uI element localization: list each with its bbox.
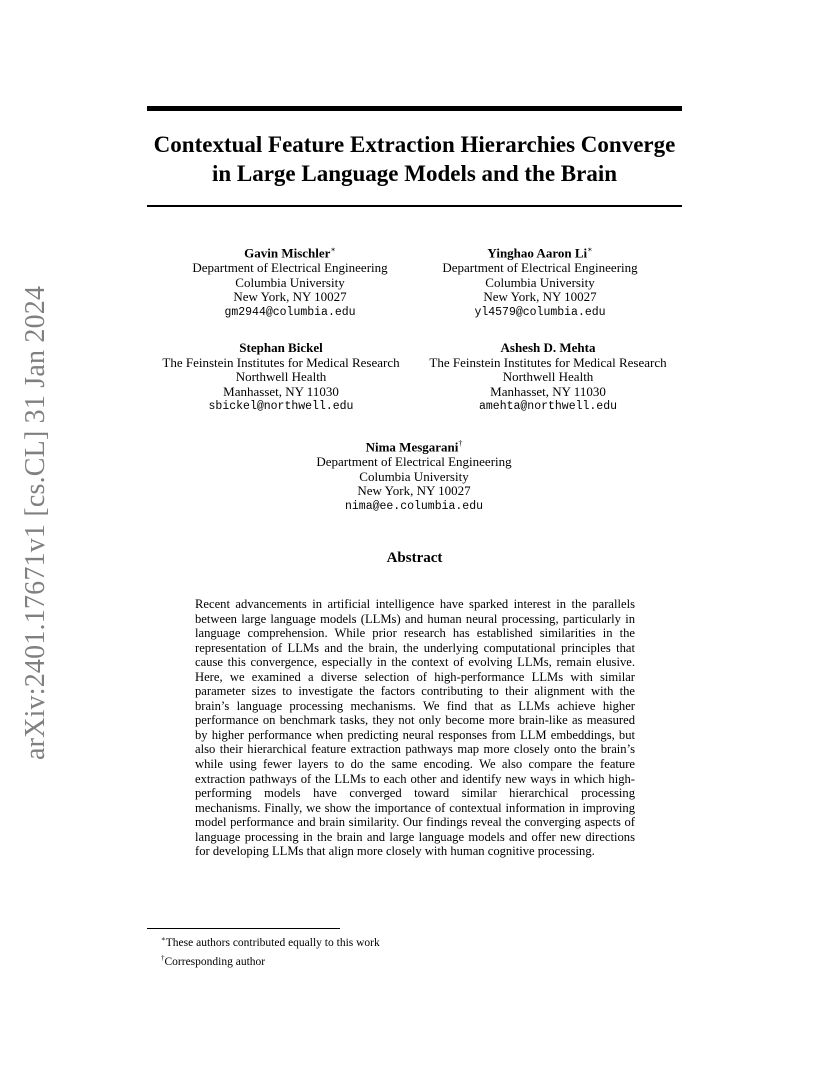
author-institution: Columbia University xyxy=(359,468,469,484)
footnote-item: †Corresponding author xyxy=(161,953,266,968)
author-name: Nima Mesgarani† xyxy=(365,439,463,455)
title-line-2: in Large Language Models and the Brain xyxy=(211,161,618,186)
arxiv-identifier-stamp: arXiv:2401.17671v1 [cs.CL] 31 Jan 2024 xyxy=(20,285,51,760)
author-email: nima@ee.columbia.edu xyxy=(344,499,484,513)
author-location: New York, NY 10027 xyxy=(357,483,471,499)
footnote-item: ∗These authors contributed equally to this work xyxy=(161,935,380,949)
footnote-rule xyxy=(147,928,340,929)
title-bottom-rule xyxy=(147,205,682,207)
author-block xyxy=(160,243,420,320)
author-department: The Feinstein Institutes for Medical Research xyxy=(162,354,400,370)
abstract-text: Recent advancements in artificial intelligence have sparked interest in the parallels between large language models (LLMs) and human neural processing, particularly in language comprehension. While prior research has established similarities in the representation of LLMs and the brain, the underlying computational principles that cause this convergence, especially in the context of evolving LLMs, remain elusive. Here, we examined a diverse selection of high-performance LLMs with similar parameter sizes to investigate the factors contributing to their alignment with the brain’s language processing mechanisms. We find that as LLMs achieve higher performance on benchmark tasks, they not only become more brain-like as measured by higher performance when predicting neural responses from LLM embeddings, but also their hierarchical feature extraction pathways map more closely onto the brain’s while using fewer layers to do the same encoding. We also compare the feature extraction pathways of the LLMs to each other and identify new ways in which high-performing models have converged toward similar hierarchical processing mechanisms. Finally, we show the importance of contextual information in improving model performance and brain similarity. Our findings reveal the converging aspects of language processing in the brain and large language models and offer new directions for developing LLMs that align more closely with human cognitive processing. xyxy=(195,597,635,859)
author-institution: Northwell Health xyxy=(502,369,594,385)
author-location: New York, NY 10027 xyxy=(483,289,597,305)
author-department: Department of Electrical Engineering xyxy=(316,453,512,469)
author-name: Ashesh D. Mehta xyxy=(500,340,596,355)
author-block xyxy=(284,437,544,514)
author-institution: Columbia University xyxy=(235,274,345,290)
author-email: yl4579@columbia.edu xyxy=(474,305,606,319)
author-department: The Feinstein Institutes for Medical Research xyxy=(429,354,667,370)
author-location: New York, NY 10027 xyxy=(233,289,347,305)
author-block xyxy=(410,243,670,320)
abstract-heading: Abstract xyxy=(386,550,443,566)
author-location: Manhasset, NY 11030 xyxy=(223,383,339,399)
author-department: Department of Electrical Engineering xyxy=(192,259,388,275)
author-department: Department of Electrical Engineering xyxy=(442,259,638,275)
footnotes xyxy=(161,932,380,970)
author-institution: Northwell Health xyxy=(235,369,327,385)
author-email: sbickel@northwell.edu xyxy=(208,400,354,414)
author-email: amehta@northwell.edu xyxy=(478,400,618,414)
title-top-rule xyxy=(147,106,682,111)
author-block xyxy=(418,341,678,414)
author-location: Manhasset, NY 11030 xyxy=(490,383,606,399)
author-name: Yinghao Aaron Li∗ xyxy=(487,245,593,261)
author-name: Stephan Bickel xyxy=(239,340,323,355)
author-email: gm2944@columbia.edu xyxy=(224,305,356,319)
author-block xyxy=(150,341,412,414)
author-institution: Columbia University xyxy=(485,274,595,290)
author-name: Gavin Mischler∗ xyxy=(244,245,336,261)
paper-title xyxy=(147,130,682,188)
title-line-1: Contextual Feature Extraction Hierarchies Converge xyxy=(153,132,676,157)
